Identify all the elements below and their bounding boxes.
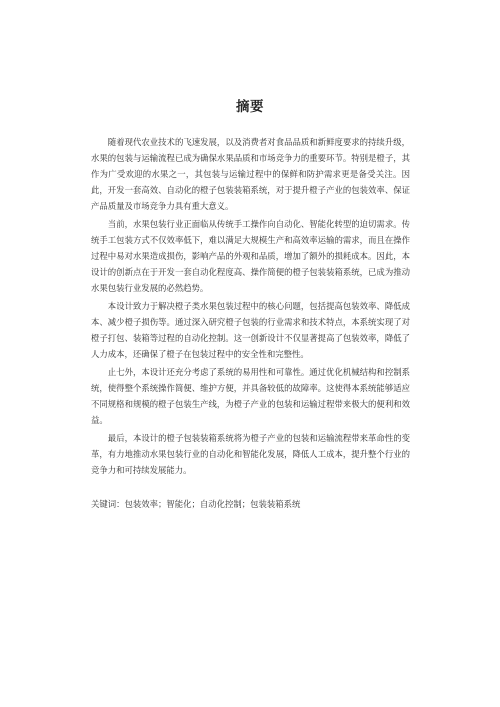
abstract-body xyxy=(91,134,410,512)
abstract-paragraph-3: 本设计致力于解决橙子类水果包装过程中的核心问题，包括提高包装效率、降低成本、减少橙子损伤等。通过深入研究橙子包装的行业需求和技术特点，本系统实现了对橙子打包、装箱等过程的自动化控制。这一创新设计不仅显著提高了包装效率，降低了人力成本，还确保了橙子在包装过程中的安全性和完整性。 xyxy=(91,301,410,359)
abstract-paragraph-4: 止七外，本设计还充分考虑了系统的易用性和可靠性。通过优化机械结构和控制系统，使得整个系统操作简便、维护方便，并具备较低的故障率。这使得本系统能够适应不同规格和规模的橙子包装生产线，为橙子产业的包装和运输过程带来极大的便利和效益。 xyxy=(91,367,410,425)
abstract-title: 摘要 xyxy=(236,99,264,115)
abstract-paragraph-1: 随着现代农业技术的飞速发展，以及消费者对食品品质和新鲜度要求的持续升级，水果的包装与运输流程已成为确保水果品质和市场竞争力的重要环节。特别是橙子，其作为广受欢迎的水果之一，其包装与运输过程中的保鲜和防护需求更是备受关注。因此，开发一套高效、自动化的橙子包装装箱系统，对于提升橙子产业的包装效率、保证产品质量及市场竞争力具有重大意义。 xyxy=(91,137,410,211)
abstract-paragraph-5: 最后，本设计的橙子包装装箱系统将为橙子产业的包装和运输流程带来革命性的变革，有力地推动水果包装行业的自动化和智能化发展，降低人工成本，提升整个行业的竞争力和可持续发展能力。 xyxy=(91,433,410,475)
abstract-paragraph-2: 当前，水果包装行业正面临从传统手工操作向自动化、智能化转型的迫切需求。传统手工包装方式不仅效率低下，难以满足大规模生产和高效率运输的需求，而且在操作过程中易对水果造成损伤，影响产品的外观和品质，增加了额外的损耗成本。因此，本设计的创新点在于开发一套自动化程度高、操作简便的橙子包装装箱系统，已成为推动水果包装行业发展的必然趋势。 xyxy=(91,219,410,293)
keywords-line: 关键词：包装效率；智能化；自动化控制；包装装箱系统 xyxy=(91,499,301,509)
